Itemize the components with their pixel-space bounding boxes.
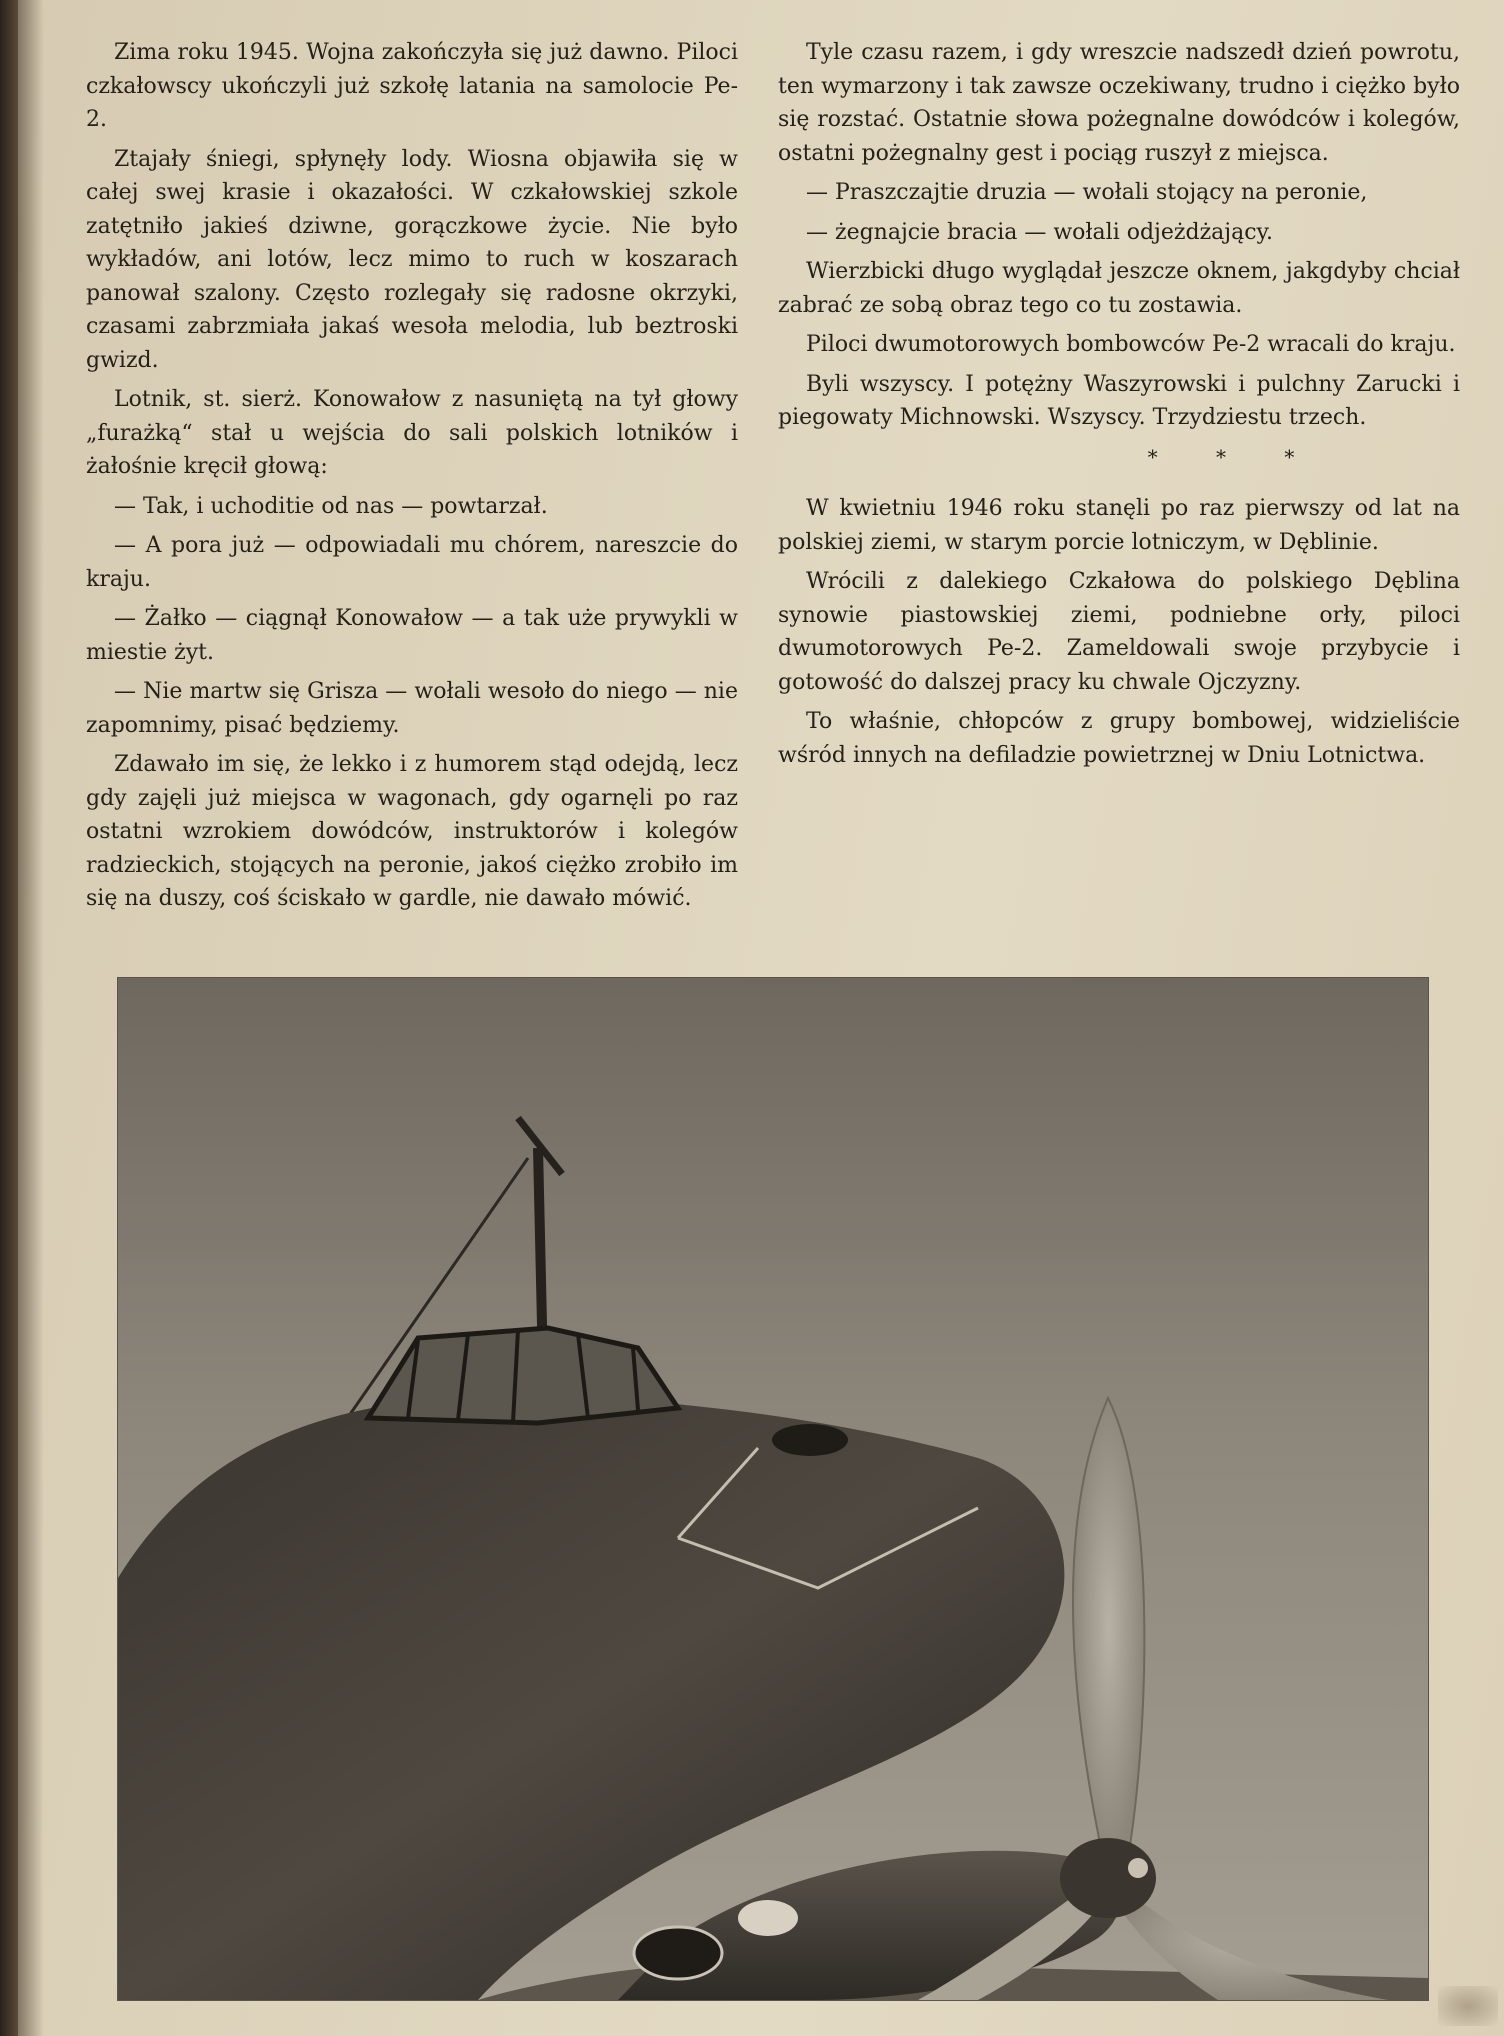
right-text-column (778, 36, 1460, 778)
paragraph-4: Zdawało im się, że lekko i z humorem stąd odejdą, lecz gdy zajęli już miejsca w wagonach, gdy ogarnęli po raz ostatni wzrokiem dowódców, instruktorów i kolegów radzieckich, stojących na peronie, jakoś ciężko zrobiło im się na duszy, coś ściskało w gardle, nie dawało mówić. (86, 752, 738, 911)
propeller-spinner (1060, 1838, 1156, 1918)
section-separator: * * * (1147, 444, 1321, 469)
dialogue-line-6: — żegnajcie bracia — wołali odjeżdżający. (806, 219, 1274, 245)
exhaust-highlight (738, 1900, 798, 1936)
paragraph-2: Ztajały śniegi, spłynęły lody. Wiosna objawiła się w całej swej krasie i okazałości. W czkałowskiej szkole zatętniło jakieś dziwne, gorączkowe życie. Nie było wykładów, ani lotów, lecz mimo to ruch w koszarach panował szalony. Często rozlegały się radosne okrzyki, czasami zabrzmiała jakaś wesoła melodia, lub beztroski gwizd. (86, 146, 738, 373)
book-spine (0, 0, 18, 2036)
paragraph-5: Tyle czasu razem, i gdy wreszcie nadszedł dzień powrotu, ten wymarzony i tak zawsze oczekiwany, trudno i ciężko było się rozstać. Ostatnie słowa pożegnalne dowódców i kolegów, ostatni pożegnalny gest i pociąg ruszył z miejsca. (778, 40, 1460, 166)
aircraft-illustration (118, 978, 1428, 2000)
page-stain (1438, 1986, 1498, 2026)
nose-fixture (772, 1424, 848, 1456)
pe2-bomber-photo (118, 978, 1428, 2000)
left-text-column (86, 36, 738, 922)
print-show-through (118, 1218, 1428, 1258)
dialogue-line-5: — Praszczajtie druzia — wołali stojący na peronie, (806, 180, 1368, 205)
paragraph-8: Byli wszyscy. I potężny Waszyrowski i pulchny Zarucki i piegowaty Michnowski. Wszyscy. Trzydziestu trzech. (778, 371, 1460, 430)
exhaust-pipe (634, 1927, 722, 1979)
paragraph-3: Lotnik, st. sierż. Konowałow z nasuniętą na tył głowy „furażką“ stał u wejścia do sali polskich lotników i żałośnie kręcił głową: (86, 387, 738, 479)
book-page (18, 0, 1504, 2036)
paragraph-6: Wierzbicki długo wyglądał jeszcze oknem, jakgdyby chciał zabrać ze sobą obraz tego co tu zostawia. (778, 259, 1460, 318)
spinner-tip (1128, 1858, 1148, 1878)
paragraph-9: W kwietniu 1946 roku stanęli po raz pierwszy od lat na polskiej ziemi, w starym porcie lotniczym, w Dęblinie. (778, 496, 1460, 555)
dialogue-line-1: — Tak, i uchoditie od nas — powtarzał. (114, 493, 548, 519)
paragraph-10: Wrócili z dalekiego Czkałowa do polskiego Dęblina synowie piastowskiej ziemi, podniebne orły, piloci dwumotorowych Pe-2. Zameldowali swoje przybycie i gotowość do dalszej pracy ku chwale Ojczyzny. (778, 569, 1460, 695)
dialogue-line-2: — A pora już — odpowiadali mu chórem, nareszcie do kraju. (86, 533, 738, 592)
dialogue-line-4: — Nie martw się Grisza — wołali wesoło do niego — nie zapomnimy, pisać będziemy. (86, 679, 738, 738)
paragraph-7: Piloci dwumotorowych bombowców Pe-2 wracali do kraju. (806, 332, 1456, 357)
page-edge-shadow (18, 0, 44, 2036)
paragraph-1: Zima roku 1945. Wojna zakończyła się już dawno. Piloci czkałowscy ukończyli już szkołę latania na samolocie Pe-2. (86, 40, 738, 132)
dialogue-line-3: — Żałko — ciągnął Konowałow — a tak uże prywykli w miestie żyt. (86, 606, 738, 665)
paragraph-11: To właśnie, chłopców z grupy bombowej, widzieliście wśród innych na defiladzie powietrznej w Dniu Lotnictwa. (778, 709, 1460, 768)
